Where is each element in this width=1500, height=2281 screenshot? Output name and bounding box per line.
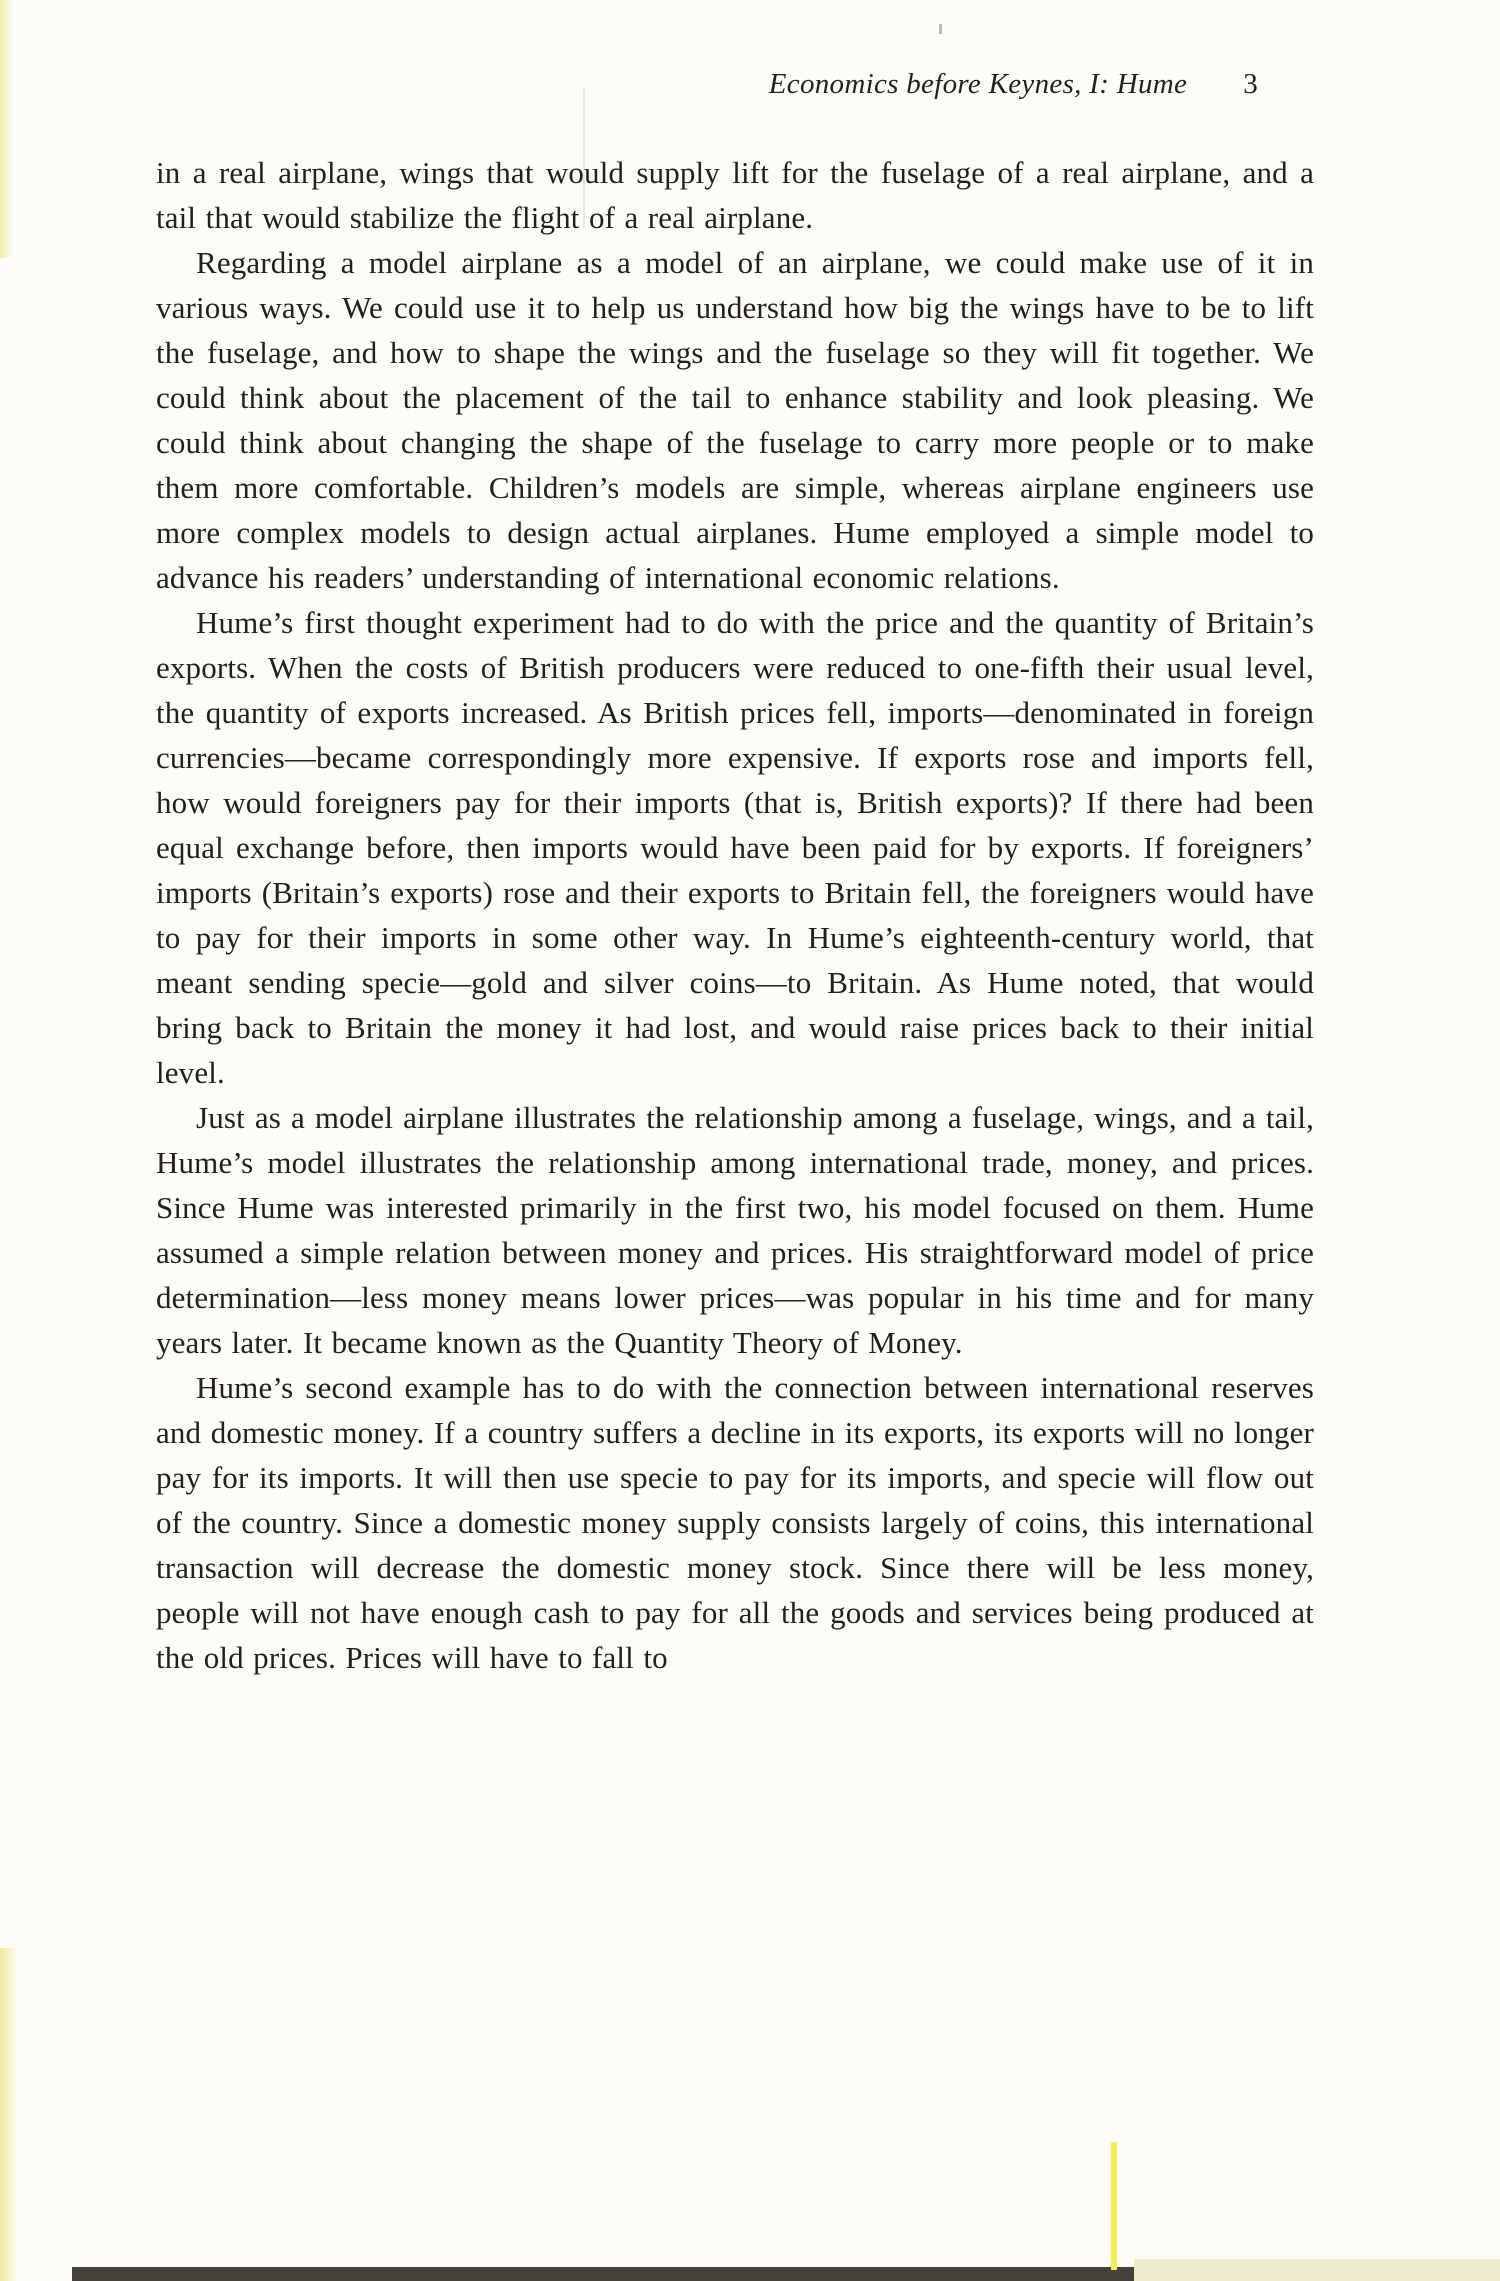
page-number: 3	[1243, 68, 1258, 100]
running-title: Economics before Keynes, I: Hume	[768, 68, 1188, 100]
scan-artifact-speck	[939, 24, 942, 34]
scan-artifact-bottom-right	[1134, 2259, 1500, 2281]
paragraph-model-airplane: Regarding a model airplane as a model of an airplane, we could make use of it in various ways. We could use it to help us understand how big the wings have to be to lift the fuselage, and how to shape the wings and the fuselage so they will fit together. We could think about the placement of the tail to enhance stability and look pleasing. We could think about changing the shape of the fuselage to carry more people or to make them more comfortable. Children’s models are simple, whereas airplane engineers use more complex models to design actual airplanes. Hume employed a simple model to advance his readers’ understanding of international economic relations.	[156, 245, 1314, 595]
body-text-block	[156, 150, 1314, 1680]
paragraph-continuation: in a real airplane, wings that would supply lift for the fuselage of a real airplane, and a tail that would stabilize the flight of a real airplane.	[156, 155, 1314, 235]
scan-artifact-bottom-bar	[72, 2267, 1134, 2281]
scan-artifact-left-bottom	[0, 1948, 16, 2281]
paragraph-first-thought-experiment: Hume’s first thought experiment had to do with the price and the quantity of Britain’s exports. When the costs of British producers were reduced to one-fifth their usual level, the quantity of exports increased. As British prices fell, imports—denominated in foreign currencies—became correspondingly more expensive. If exports rose and imports fell, how would foreigners pay for their imports (that is, British exports)? If there had been equal exchange before, then imports would have been paid for by exports. If foreigners’ imports (Britain’s exports) rose and their exports to Britain fell, the foreigners would have to pay for their imports in some other way. In Hume’s eighteenth-century world, that meant sending specie—gold and silver coins—to Britain. As Hume noted, that would bring back to Britain the money it had lost, and would raise prices back to their initial level.	[156, 605, 1314, 1090]
scan-artifact-yellow-tick	[1111, 2142, 1117, 2270]
scan-artifact-left-top	[0, 0, 13, 258]
paragraph-quantity-theory: Just as a model airplane illustrates the relationship among a fuselage, wings, and a tail, Hume’s model illustrates the relationship among international trade, money, and prices. Since Hume was interested primarily in the first two, his model focused on them. Hume assumed a simple relation between money and prices. His straightforward model of price determination—less money means lower prices—was popular in his time and for many years later. It became known as the Quantity Theory of Money.	[156, 1100, 1314, 1360]
running-header	[156, 68, 1314, 101]
paragraph-second-example: Hume’s second example has to do with the connection between international reserves and domestic money. If a country suffers a decline in its exports, its exports will no longer pay for its imports. It will then use specie to pay for its imports, and specie will flow out of the country. Since a domestic money supply consists largely of coins, this international transaction will decrease the domestic money stock. Since there will be less money, people will not have enough cash to pay for all the goods and services being produced at the old prices. Prices will have to fall to	[156, 1370, 1314, 1675]
